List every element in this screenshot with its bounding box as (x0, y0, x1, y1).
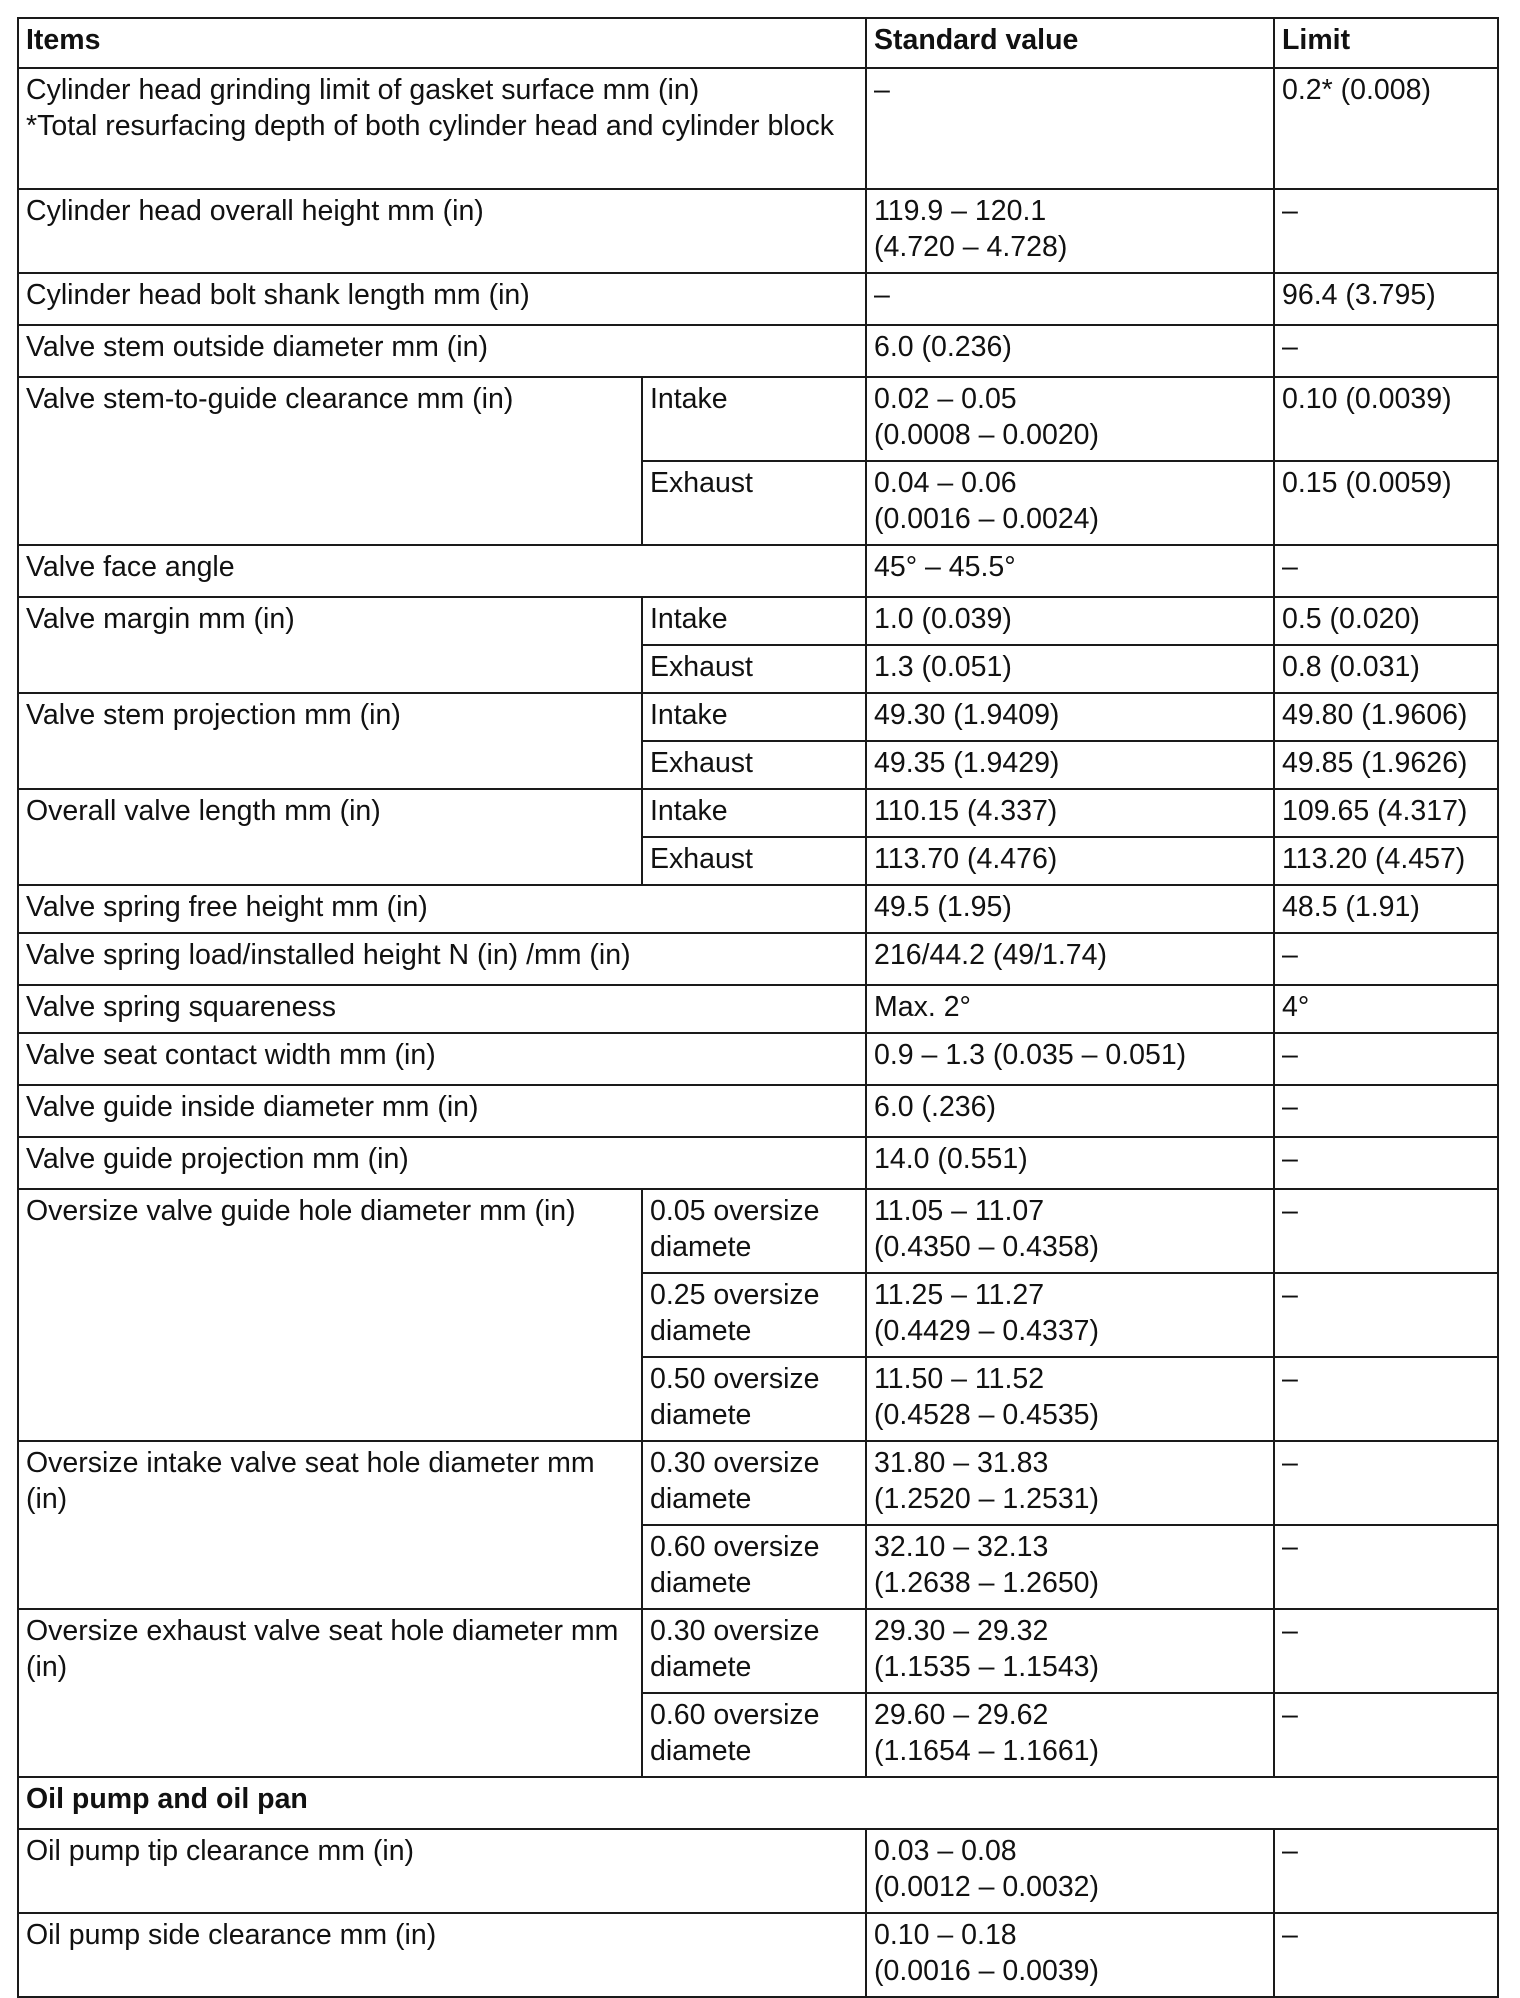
limit-cell: – (1274, 189, 1498, 273)
table-row (18, 1829, 1498, 1913)
section-heading-oil-pump: Oil pump and oil pan (18, 1777, 1498, 1829)
standard-value-cell: 119.9 – 120.1 (4.720 – 4.728) (866, 189, 1274, 273)
table-row (18, 1609, 1498, 1693)
standard-value-cell: Max. 2° (866, 985, 1274, 1033)
standard-value-cell: 113.70 (4.476) (866, 837, 1274, 885)
standard-value-cell: 216/44.2 (49/1.74) (866, 933, 1274, 985)
limit-cell: 49.80 (1.9606) (1274, 693, 1498, 741)
standard-value-cell: 6.0 (.236) (866, 1085, 1274, 1137)
sub-item-cell: 0.60 oversize diamete (642, 1525, 866, 1609)
table-row (18, 545, 1498, 597)
table-row (18, 68, 1498, 189)
limit-cell: – (1274, 1357, 1498, 1441)
sub-item-cell: 0.60 oversize diamete (642, 1693, 866, 1777)
limit-cell: 0.15 (0.0059) (1274, 461, 1498, 545)
sub-item-cell: 0.50 oversize diamete (642, 1357, 866, 1441)
sub-item-cell: Exhaust (642, 461, 866, 545)
table-row (18, 1913, 1498, 1997)
standard-value-cell: 11.25 – 11.27 (0.4429 – 0.4337) (866, 1273, 1274, 1357)
standard-value-cell: 0.04 – 0.06 (0.0016 – 0.0024) (866, 461, 1274, 545)
limit-cell: – (1274, 1273, 1498, 1357)
standard-value-cell: 1.3 (0.051) (866, 645, 1274, 693)
item-cell: Cylinder head bolt shank length mm (in) (18, 273, 866, 325)
table-row (18, 789, 1498, 837)
specification-table (17, 17, 1499, 1998)
limit-cell: – (1274, 1693, 1498, 1777)
limit-cell: 109.65 (4.317) (1274, 789, 1498, 837)
item-cell: Valve spring free height mm (in) (18, 885, 866, 933)
standard-value-cell: 0.9 – 1.3 (0.035 – 0.051) (866, 1033, 1274, 1085)
standard-value-cell: 0.10 – 0.18 (0.0016 – 0.0039) (866, 1913, 1274, 1997)
table-row (18, 597, 1498, 645)
limit-cell: – (1274, 1609, 1498, 1693)
limit-cell: – (1274, 1137, 1498, 1189)
table-row (18, 1033, 1498, 1085)
table-row (18, 985, 1498, 1033)
sub-item-cell: Intake (642, 693, 866, 741)
sub-item-cell: Intake (642, 377, 866, 461)
standard-value-cell: 11.05 – 11.07 (0.4350 – 0.4358) (866, 1189, 1274, 1273)
table-row (18, 885, 1498, 933)
limit-cell: – (1274, 1189, 1498, 1273)
item-cell: Valve margin mm (in) (18, 597, 642, 693)
item-cell: Oil pump tip clearance mm (in) (18, 1829, 866, 1913)
limit-cell: 0.2* (0.008) (1274, 68, 1498, 189)
limit-cell: – (1274, 1033, 1498, 1085)
standard-value-cell: 31.80 – 31.83 (1.2520 – 1.2531) (866, 1441, 1274, 1525)
header-standard-value: Standard value (866, 18, 1274, 68)
limit-cell: 4° (1274, 985, 1498, 1033)
limit-cell: 0.5 (0.020) (1274, 597, 1498, 645)
limit-cell: 96.4 (3.795) (1274, 273, 1498, 325)
item-cell: Oversize intake valve seat hole diameter mm (in) (18, 1441, 642, 1609)
limit-cell: – (1274, 325, 1498, 377)
table-row (18, 1137, 1498, 1189)
limit-cell: – (1274, 1829, 1498, 1913)
sub-item-cell: 0.05 oversize diamete (642, 1189, 866, 1273)
sub-item-cell: 0.30 oversize diamete (642, 1609, 866, 1693)
standard-value-cell: 110.15 (4.337) (866, 789, 1274, 837)
standard-value-cell: 32.10 – 32.13 (1.2638 – 1.2650) (866, 1525, 1274, 1609)
header-row (18, 18, 1498, 68)
table-row (18, 1085, 1498, 1137)
item-cell: Valve guide inside diameter mm (in) (18, 1085, 866, 1137)
table-row (18, 1189, 1498, 1273)
item-cell: Valve stem projection mm (in) (18, 693, 642, 789)
item-cell: Overall valve length mm (in) (18, 789, 642, 885)
standard-value-cell: 45° – 45.5° (866, 545, 1274, 597)
item-cell: Valve seat contact width mm (in) (18, 1033, 866, 1085)
limit-cell: – (1274, 933, 1498, 985)
item-cell: Valve spring load/installed height N (in) /mm (in) (18, 933, 866, 985)
limit-cell: 49.85 (1.9626) (1274, 741, 1498, 789)
limit-cell: 48.5 (1.91) (1274, 885, 1498, 933)
limit-cell: 0.8 (0.031) (1274, 645, 1498, 693)
limit-cell: – (1274, 1525, 1498, 1609)
standard-value-cell: 14.0 (0.551) (866, 1137, 1274, 1189)
item-cell: Oversize exhaust valve seat hole diameter mm (in) (18, 1609, 642, 1777)
table-row (18, 693, 1498, 741)
standard-value-cell: – (866, 273, 1274, 325)
item-cell: Valve stem-to-guide clearance mm (in) (18, 377, 642, 545)
header-items: Items (18, 18, 866, 68)
header-limit: Limit (1274, 18, 1498, 68)
standard-value-cell: 29.30 – 29.32 (1.1535 – 1.1543) (866, 1609, 1274, 1693)
item-cell: Cylinder head grinding limit of gasket surface mm (in) *Total resurfacing depth of both cylinder head and cylinder block (18, 68, 866, 189)
standard-value-cell: 29.60 – 29.62 (1.1654 – 1.1661) (866, 1693, 1274, 1777)
limit-cell: 0.10 (0.0039) (1274, 377, 1498, 461)
item-cell: Valve face angle (18, 545, 866, 597)
limit-cell: – (1274, 545, 1498, 597)
standard-value-cell: 0.03 – 0.08 (0.0012 – 0.0032) (866, 1829, 1274, 1913)
table-row (18, 273, 1498, 325)
standard-value-cell: 0.02 – 0.05 (0.0008 – 0.0020) (866, 377, 1274, 461)
section-row (18, 1777, 1498, 1829)
standard-value-cell: – (866, 68, 1274, 189)
item-cell: Valve spring squareness (18, 985, 866, 1033)
sub-item-cell: Exhaust (642, 741, 866, 789)
standard-value-cell: 11.50 – 11.52 (0.4528 – 0.4535) (866, 1357, 1274, 1441)
standard-value-cell: 49.35 (1.9429) (866, 741, 1274, 789)
table-row (18, 1441, 1498, 1525)
sub-item-cell: Intake (642, 789, 866, 837)
item-cell: Valve stem outside diameter mm (in) (18, 325, 866, 377)
sub-item-cell: 0.25 oversize diamete (642, 1273, 866, 1357)
limit-cell: – (1274, 1085, 1498, 1137)
standard-value-cell: 6.0 (0.236) (866, 325, 1274, 377)
item-cell: Oil pump side clearance mm (in) (18, 1913, 866, 1997)
table-row (18, 377, 1498, 461)
standard-value-cell: 49.5 (1.95) (866, 885, 1274, 933)
table-row (18, 325, 1498, 377)
table-row (18, 933, 1498, 985)
sub-item-cell: Intake (642, 597, 866, 645)
limit-cell: 113.20 (4.457) (1274, 837, 1498, 885)
sub-item-cell: 0.30 oversize diamete (642, 1441, 866, 1525)
limit-cell: – (1274, 1441, 1498, 1525)
item-cell: Oversize valve guide hole diameter mm (in) (18, 1189, 642, 1441)
sub-item-cell: Exhaust (642, 645, 866, 693)
sub-item-cell: Exhaust (642, 837, 866, 885)
standard-value-cell: 49.30 (1.9409) (866, 693, 1274, 741)
item-cell: Cylinder head overall height mm (in) (18, 189, 866, 273)
standard-value-cell: 1.0 (0.039) (866, 597, 1274, 645)
table-row (18, 189, 1498, 273)
limit-cell: – (1274, 1913, 1498, 1997)
item-cell: Valve guide projection mm (in) (18, 1137, 866, 1189)
